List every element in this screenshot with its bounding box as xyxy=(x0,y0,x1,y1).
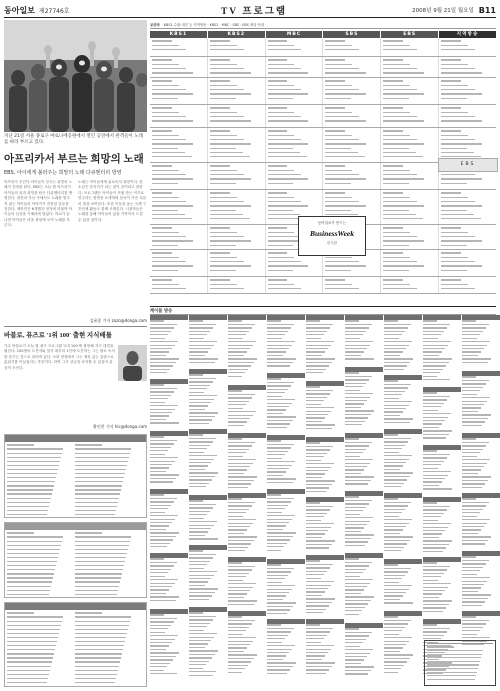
listing-line xyxy=(325,71,378,75)
schedule-cell xyxy=(381,105,439,127)
corner-info-lines xyxy=(427,646,493,682)
channel-header-kbs2: KBS2 xyxy=(208,31,265,38)
listing-line xyxy=(150,422,188,425)
schedule-cell xyxy=(208,105,266,127)
listing-line xyxy=(383,48,436,52)
cable-channel-block xyxy=(345,623,383,679)
listing-line xyxy=(423,379,461,382)
listing-box-header xyxy=(5,603,146,610)
cable-channel-block xyxy=(189,495,227,543)
listing-line xyxy=(325,155,378,159)
cable-channel-block xyxy=(267,373,305,433)
cable-channel-block xyxy=(384,559,422,609)
listing-line xyxy=(423,437,461,440)
cable-channel-block xyxy=(345,491,383,551)
listing-line xyxy=(441,268,494,272)
ad-line1: 동아일보가 만드는 xyxy=(317,221,347,225)
cable-channel-block xyxy=(267,619,305,679)
page-number: B11 xyxy=(478,5,496,15)
cable-channel-block xyxy=(384,493,422,557)
schedule-cell xyxy=(150,38,208,56)
ad-line3: 한국판 xyxy=(326,241,338,245)
masthead xyxy=(4,3,496,18)
listing-line xyxy=(210,268,263,272)
schedule-cell xyxy=(266,57,324,77)
ad-box xyxy=(298,216,366,256)
schedule-cell xyxy=(150,105,208,127)
listing-line xyxy=(189,486,227,489)
listing-line xyxy=(7,513,75,517)
listing-line xyxy=(306,672,344,675)
schedule-cell xyxy=(208,38,266,56)
listing-box-1 xyxy=(4,434,147,518)
schedule-cell xyxy=(381,225,439,249)
channel-header-mbc: MBC xyxy=(266,31,323,38)
listing-line xyxy=(383,268,436,272)
channel-headers xyxy=(150,31,496,38)
cable-channel-block xyxy=(150,379,188,429)
schedule-row xyxy=(150,105,496,128)
listing-line xyxy=(268,268,321,272)
listing-line xyxy=(383,287,436,291)
cable-channel-block xyxy=(150,553,188,607)
schedule-cell xyxy=(208,128,266,162)
listing-line xyxy=(228,486,266,489)
listing-line xyxy=(7,592,75,596)
listing-line xyxy=(152,48,205,52)
listing-column xyxy=(7,611,75,685)
listing-line xyxy=(189,538,227,541)
listing-line xyxy=(462,543,500,546)
listing-line xyxy=(150,673,188,676)
schedule-cell xyxy=(381,38,439,56)
schedule-cell xyxy=(266,78,324,104)
listing-line xyxy=(384,368,422,371)
schedule-cell xyxy=(150,128,208,162)
listing-column xyxy=(75,443,143,517)
cable-listings xyxy=(150,315,496,687)
listing-line xyxy=(267,426,305,429)
article2-headline: 바블로, 퓨즈로 '1위 100' 출현 지식배틀 xyxy=(4,332,112,339)
schedule-cell xyxy=(266,128,324,162)
cable-channel-block xyxy=(384,429,422,491)
listing-line xyxy=(383,181,436,185)
schedule-cell xyxy=(381,78,439,104)
listing-line xyxy=(210,181,263,185)
schedule-cell xyxy=(439,128,496,162)
cable-channel-block xyxy=(267,435,305,487)
cable-channel-block xyxy=(462,433,500,491)
schedule-row xyxy=(150,38,496,57)
cable-channel-block xyxy=(306,381,344,435)
listing-line xyxy=(345,424,383,427)
listing-line xyxy=(267,365,305,368)
listing-line xyxy=(228,550,266,553)
schedule-cell xyxy=(208,250,266,276)
schedule-row xyxy=(150,57,496,78)
schedule-cell xyxy=(266,277,324,293)
channel-header-ebs: EBS xyxy=(381,31,438,38)
listing-line xyxy=(384,602,422,605)
cable-channel-block xyxy=(150,489,188,551)
cable-section-label: 케이블 방송 xyxy=(150,308,173,314)
listing-line xyxy=(345,544,383,547)
schedule-cell xyxy=(208,277,266,293)
schedule-cell xyxy=(266,163,324,189)
cable-channel-block xyxy=(189,369,227,427)
schedule-cell xyxy=(439,190,496,224)
listing-line xyxy=(150,599,188,602)
schedule-cell xyxy=(323,57,381,77)
schedule-cell xyxy=(323,128,381,162)
schedule-cell xyxy=(208,57,266,77)
schedule-cell xyxy=(208,78,266,104)
listing-line xyxy=(306,372,344,375)
listing-line xyxy=(325,181,378,185)
listing-line xyxy=(345,358,383,361)
listing-column xyxy=(75,611,143,685)
article-subhead: EBS, 아이에게 불러주는 희망의 노래 다큐멘터리 방영 xyxy=(4,170,122,176)
cable-channel-block xyxy=(423,557,461,617)
listing-line xyxy=(268,155,321,159)
listing-line xyxy=(228,603,266,606)
cable-channel-block xyxy=(345,367,383,431)
listing-line xyxy=(325,287,378,291)
listing-line xyxy=(210,287,263,291)
cable-channel-block xyxy=(228,385,266,431)
cable-section-bar xyxy=(150,306,496,315)
channel-header-local: 지역방송 xyxy=(439,31,496,38)
listing-box-lines xyxy=(5,442,146,518)
schedule-cell xyxy=(439,277,496,293)
listing-line xyxy=(189,361,227,364)
schedule-cell xyxy=(381,250,439,276)
cable-channel-block xyxy=(423,445,461,495)
listing-line xyxy=(384,671,422,674)
cable-channel-block xyxy=(267,315,305,371)
schedule-cell xyxy=(439,38,496,56)
cable-channel-block xyxy=(423,387,461,443)
listing-line xyxy=(345,613,383,616)
listing-line xyxy=(306,490,344,493)
listing-line xyxy=(462,361,500,364)
article-byline: 김윤종 기자 zozo@donga.com xyxy=(89,318,147,323)
cable-channel-block xyxy=(462,315,500,369)
listing-line xyxy=(152,217,205,221)
schedule-cell xyxy=(150,277,208,293)
listing-line xyxy=(383,155,436,159)
schedule-cell xyxy=(150,250,208,276)
ad-brand: BusinessWeek xyxy=(309,229,355,238)
listing-column xyxy=(75,531,143,597)
listing-line xyxy=(210,217,263,221)
listing-line xyxy=(441,181,494,185)
listing-line xyxy=(152,181,205,185)
cable-channel-block xyxy=(306,497,344,553)
listing-line xyxy=(152,71,205,75)
listing-line xyxy=(441,96,494,100)
listing-line xyxy=(210,96,263,100)
listing-line xyxy=(152,287,205,291)
listing-line xyxy=(210,48,263,52)
listing-line xyxy=(189,598,227,601)
cable-channel-block xyxy=(267,559,305,617)
listing-line xyxy=(423,610,461,613)
cable-channel-block xyxy=(306,555,344,617)
listing-line xyxy=(383,96,436,100)
listing-line xyxy=(383,243,436,247)
cable-channel-block xyxy=(345,315,383,365)
cable-channel-block xyxy=(345,553,383,621)
cable-channel-block xyxy=(189,607,227,679)
listing-line xyxy=(306,547,344,550)
listing-line xyxy=(267,481,305,484)
schedule-cell xyxy=(150,78,208,104)
schedule-row xyxy=(150,277,496,294)
cable-channel-block xyxy=(150,609,188,679)
listing-line xyxy=(384,486,422,489)
schedule-row xyxy=(150,78,496,105)
cable-channel-block xyxy=(228,493,266,555)
schedule-cell xyxy=(208,190,266,224)
portrait-photo xyxy=(118,345,147,381)
feature-photo xyxy=(4,20,147,132)
cable-channel-block xyxy=(228,611,266,679)
listing-line xyxy=(383,217,436,221)
listing-line xyxy=(268,287,321,291)
schedule-cell xyxy=(266,38,324,56)
cable-channel-block xyxy=(462,551,500,609)
listing-line xyxy=(152,243,205,247)
listing-line xyxy=(441,48,494,52)
listing-line xyxy=(150,481,188,484)
schedule-cell xyxy=(439,105,496,127)
section-title: TV 프로그램 xyxy=(220,7,288,17)
schedule-cell xyxy=(439,57,496,77)
schedule-cell xyxy=(381,128,439,162)
schedule-cell xyxy=(323,78,381,104)
corner-info-box xyxy=(424,640,496,686)
schedule-cell xyxy=(323,163,381,189)
listing-column xyxy=(7,443,75,517)
channel-header-sbs: SBS xyxy=(323,31,380,38)
listing-box-header xyxy=(5,523,146,530)
cable-channel-block xyxy=(267,489,305,557)
listing-line xyxy=(268,71,321,75)
listing-box-2 xyxy=(4,522,147,598)
left-column xyxy=(4,20,147,687)
listing-line xyxy=(150,546,188,549)
schedule-cell xyxy=(439,250,496,276)
cable-channel-block xyxy=(306,315,344,379)
schedule-cell xyxy=(208,163,266,189)
listing-line xyxy=(75,513,143,517)
listing-line xyxy=(462,486,500,489)
schedule-cell xyxy=(381,190,439,224)
listing-line xyxy=(345,483,383,486)
listing-line xyxy=(267,672,305,675)
listing-line xyxy=(441,217,494,221)
article2-byline: 황인찬 기자 hic@donga.com xyxy=(92,424,147,429)
listing-line xyxy=(384,550,422,553)
listing-line xyxy=(325,48,378,52)
cable-channel-block xyxy=(189,315,227,367)
listing-line xyxy=(441,71,494,75)
schedule-cell xyxy=(381,163,439,189)
ebs-channel-tag: EBS xyxy=(438,158,498,172)
article-body-col2: 노래는 아이들에게 위로이자 희망이다. 한 소년은 음악가가 되는 것이 꿈이라고 말한다. 프로그램은 아이들이 직접 만든 악기로 연주하는 장면을 소개하며 음악이 가진 치유의 힘을 보여준다. 또한 이들을 돕는 국제 구호단체 활동도 함께 조명한다. 시청자들은 노래를 통해 아이들의 삶을 가까이서 느낄 수 있을 것이다. xyxy=(78,180,147,222)
cable-channel-block xyxy=(462,371,500,431)
listing-line xyxy=(325,119,378,123)
cable-channel-block xyxy=(384,375,422,427)
listing-line xyxy=(189,422,227,425)
cable-channel-block xyxy=(423,315,461,385)
listing-box-3 xyxy=(4,602,147,687)
listing-line xyxy=(210,119,263,123)
listing-line xyxy=(384,421,422,424)
listing-line xyxy=(268,48,321,52)
listing-line xyxy=(152,155,205,159)
cable-channel-block xyxy=(384,315,422,373)
listing-line xyxy=(228,375,266,378)
schedule-cell xyxy=(323,38,381,56)
listing-line xyxy=(7,681,75,685)
cable-channel-block xyxy=(189,545,227,605)
schedule-cell xyxy=(323,105,381,127)
listing-line xyxy=(462,604,500,607)
listing-line xyxy=(152,96,205,100)
schedule-cell xyxy=(323,277,381,293)
listing-line xyxy=(325,268,378,272)
listing-line xyxy=(267,612,305,615)
cable-channel-block xyxy=(189,429,227,493)
listing-line xyxy=(75,592,143,596)
listing-line xyxy=(152,119,205,123)
listing-line xyxy=(228,671,266,674)
listing-line xyxy=(325,96,378,100)
listing-line xyxy=(441,287,494,291)
cable-channel-block xyxy=(228,557,266,609)
schedule-cell xyxy=(150,57,208,77)
listing-box-header xyxy=(5,435,146,442)
listing-line xyxy=(423,488,461,491)
cable-channel-block xyxy=(228,315,266,383)
cable-channel-block xyxy=(423,497,461,555)
top-strip-label: 공중파 xyxy=(150,22,160,27)
listing-line xyxy=(427,678,493,682)
listing-box-lines xyxy=(5,530,146,598)
listing-line xyxy=(268,119,321,123)
newspaper-logo: 동아일보 xyxy=(4,5,35,15)
listing-line xyxy=(441,243,494,247)
photo-caption: 지난 21일 서울 종로구 마로니에공원에서 열린 공연에서 관객들이 노래를 따라 부르고 있다. xyxy=(4,134,143,145)
listing-line xyxy=(383,119,436,123)
schedule-cell xyxy=(150,163,208,189)
cable-channel-block xyxy=(462,493,500,549)
listing-line xyxy=(306,612,344,615)
listing-line xyxy=(268,181,321,185)
listing-line xyxy=(210,71,263,75)
cable-channel-block xyxy=(384,611,422,679)
top-strip xyxy=(150,20,496,29)
listing-line xyxy=(210,155,263,159)
article2-body: 가수 바블로가 오늘 밤 퀴즈 프로그램 '1대 100'에 출연해 지식 대결을 펼친다. 100명의 도전자와 맞서 최후의 1인에 도전하는 그는 평소 독서를 즐기는 것으로 알려져 있다. 녹화 현장에서 그는 재치 있는 입담으로 분위기를 이끌었다는 후문이다. 과연 그가 상금을 차지할 수 있을지 관심이 모인다. xyxy=(4,344,115,370)
listing-line xyxy=(75,681,143,685)
corner-info-title xyxy=(427,643,493,644)
listing-line xyxy=(228,425,266,428)
listing-line xyxy=(423,550,461,553)
cable-channel-block xyxy=(228,433,266,491)
issue-number: 제27746호 xyxy=(38,7,70,15)
schedule-cell xyxy=(150,225,208,249)
listing-line xyxy=(152,268,205,272)
cable-channel-block xyxy=(150,315,188,377)
listing-line xyxy=(210,243,263,247)
schedule-cell xyxy=(439,78,496,104)
cable-channel-block xyxy=(306,437,344,495)
schedule-cell xyxy=(439,225,496,249)
cable-channel-block xyxy=(306,619,344,679)
listing-line xyxy=(150,372,188,375)
dateline: 2008년 9월 21일 월요일 xyxy=(412,8,474,14)
listing-box-lines xyxy=(5,610,146,686)
column-divider xyxy=(4,326,147,327)
article-body-col1: 아프리카 우간다 아이들이 부르는 희망의 노래가 전파를 탄다. EBS는 오늘 밤 아프리카 아이들의 꿈과 희망을 담은 다큐멘터리를 방영한다. 내전과 가난 속에서도 노래를 멈추지 않는 아이들의 이야기가 잔잔한 감동을 전한다. 제작진은 6개월간 현지에 머물며 아이들의 일상을 카메라에 담았다. 학교가 끝나면 아이들은 마을 광장에 모여 노래를 부른다. xyxy=(4,180,73,228)
listing-line xyxy=(345,673,383,676)
listing-line xyxy=(306,427,344,430)
article-headline: 아프리카서 부르는 희망의 노래 xyxy=(4,154,144,165)
listing-line xyxy=(383,71,436,75)
listing-line xyxy=(462,424,500,427)
cable-channel-block xyxy=(150,431,188,487)
schedule-cell xyxy=(266,105,324,127)
listing-line xyxy=(268,96,321,100)
channel-header-kbs1: KBS1 xyxy=(150,31,207,38)
listing-line xyxy=(267,549,305,552)
schedule-cell xyxy=(381,277,439,293)
listing-line xyxy=(441,119,494,123)
listing-column xyxy=(7,531,75,597)
schedule-cell xyxy=(150,190,208,224)
schedule-cell xyxy=(208,225,266,249)
cable-channel-block xyxy=(345,433,383,489)
schedule-cell xyxy=(381,57,439,77)
listing-line xyxy=(189,674,227,677)
top-strip-text: KBS1 수원·대전 등 지역방송 · KBS2 · MBC · SBS · EBS 채널 안내 xyxy=(163,22,265,27)
